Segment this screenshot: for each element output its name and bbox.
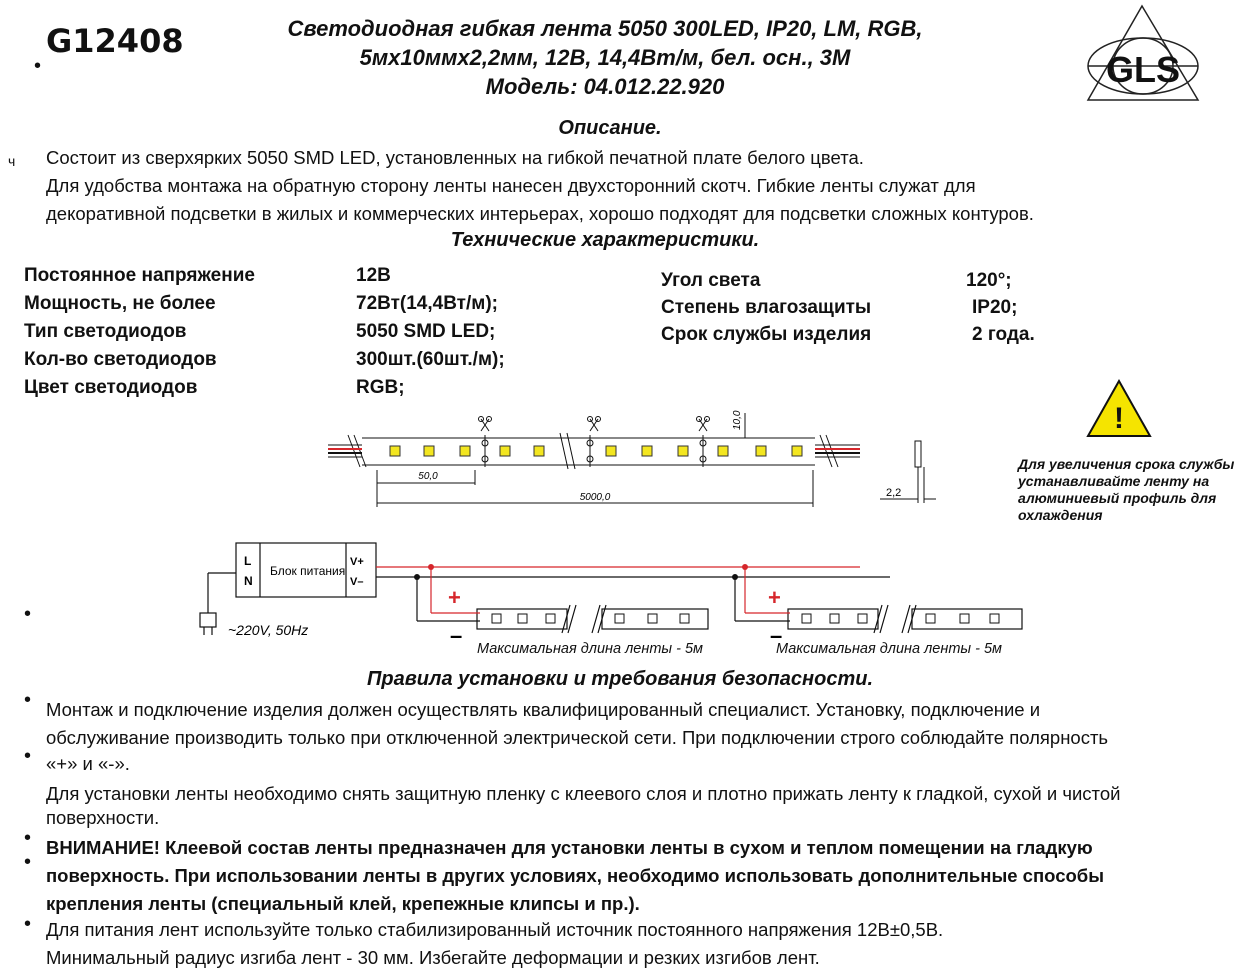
spec-label-lifetime: Срок службы изделия	[661, 324, 872, 345]
spec-value-led-count: 300шт.(60шт./м);	[356, 349, 505, 370]
gls-logo	[1080, 0, 1210, 112]
product-code: G12408	[46, 22, 184, 60]
spec-label-led-type: Тип светодиодов	[24, 321, 187, 342]
description-line-2: Для удобства монтажа на обратную сторону ленты нанесен двухсторонний скотч. Гибкие ленты служат для	[46, 175, 976, 196]
warning-icon	[1085, 378, 1153, 440]
rule-1-line-3: «+» и «-».	[46, 753, 130, 774]
bullet: •	[24, 603, 32, 625]
logo-text: GLS	[1106, 49, 1181, 90]
svg-text:!: !	[1114, 402, 1124, 435]
spec-value-lifetime: 2 года.	[972, 324, 1035, 345]
dim-total: 5000,0	[579, 492, 611, 503]
spec-label-voltage: Постоянное напряжение	[24, 265, 255, 286]
bullet: •	[24, 913, 32, 935]
spec-value-angle: 120°;	[966, 270, 1012, 291]
description-line-3: декоративной подсветки в жилых и коммерческих интерьерах, хорошо подходят для подсветки сложных контуров.	[46, 203, 1034, 224]
bullet: ч	[8, 153, 16, 169]
dim-segment: 50,0	[418, 471, 438, 482]
rule-4-line-2: Минимальный радиус изгиба лент - 30 мм. Избегайте деформации и резких изгибов лент.	[46, 947, 820, 968]
rule-1-line-2: обслуживание производить только при отключенной электрической сети. При подключении строго соблюдайте полярность	[46, 727, 1109, 748]
title-line-2: 5мх10ммх2,2мм, 12В, 14,4Вт/м, бел. осн., 3М	[359, 45, 851, 70]
rule-1-line-1: Монтаж и подключение изделия должен осуществлять квалифицированный специалист. Установку, подключение и	[46, 699, 1041, 720]
spec-value-power: 72Вт(14,4Вт/м);	[356, 293, 498, 314]
profile-note-line-1: Для увеличения срока службы	[1018, 456, 1235, 472]
profile-note-line-2: устанавливайте ленту на	[1018, 473, 1210, 489]
max-length-label-1: Максимальная длина ленты - 5м	[477, 641, 703, 657]
spec-value-voltage: 12В	[356, 265, 391, 286]
profile-note-line-4: охлаждения	[1018, 507, 1103, 523]
max-length-label-2: Максимальная длина ленты - 5м	[776, 641, 1002, 657]
minus-marker-2: –	[770, 623, 783, 648]
rules-heading: Правила установки и требования безопасности.	[367, 668, 873, 690]
spec-value-ip: IP20;	[972, 297, 1018, 318]
rule-2-line-1: Для установки ленты необходимо снять защитную пленку с клеевого слоя и плотно прижать ленту к гладкой, сухой и чистой	[46, 783, 1121, 804]
bullet: •	[24, 827, 32, 849]
title-line-3: Модель: 04.012.22.920	[485, 74, 725, 99]
spec-label-led-count: Кол-во светодиодов	[24, 349, 217, 370]
psu-label: Блок питания	[270, 564, 346, 578]
rule-3-line-1: ВНИМАНИЕ! Клеевой состав ленты предназначен для установки ленты в сухом и теплом помещении на гладкую	[46, 837, 1093, 858]
spec-label-ip: Степень влагозащиты	[661, 297, 872, 318]
bullet: •	[24, 851, 32, 873]
title-line-1: Светодиодная гибкая лента 5050 300LED, IP20, LM, RGB,	[287, 16, 923, 41]
psu-vminus: V–	[350, 576, 364, 588]
dim-thickness: 2,2	[886, 487, 902, 499]
specs-heading: Технические характеристики.	[450, 229, 760, 251]
profile-note-line-3: алюминиевый профиль для	[1018, 490, 1217, 506]
dim-width: 10,0	[732, 410, 743, 430]
spec-label-led-color: Цвет светодиодов	[24, 377, 198, 398]
spec-value-led-color: RGB;	[356, 377, 405, 398]
bullet: •	[24, 689, 32, 711]
minus-marker-1: –	[450, 623, 463, 648]
plus-marker-2: +	[768, 585, 781, 610]
psu-l-label: L	[244, 554, 252, 568]
spec-label-power: Мощность, не более	[24, 293, 216, 314]
spec-label-angle: Угол света	[661, 270, 761, 291]
bullet: •	[24, 745, 32, 767]
led-strip-drawing	[320, 405, 940, 515]
description-line-1: Состоит из сверхярких 5050 SMD LED, установленных на гибкой печатной плате белого цвета.	[46, 147, 864, 168]
rule-4-line-1: Для питания лент используйте только стабилизированный источник постоянного напряжения 12В±0,5В.	[46, 919, 944, 940]
rule-2-line-2: поверхности.	[46, 807, 160, 828]
bullet: •	[34, 55, 42, 77]
plus-marker-1: +	[448, 585, 461, 610]
rule-3-line-2: поверхность. При использовании ленты в других условиях, необходимо использовать дополнительные способы	[46, 865, 1105, 886]
psu-n-label: N	[244, 574, 253, 588]
rule-3-line-3: крепления ленты (специальный клей, крепежные клипсы и пр.).	[46, 893, 640, 914]
mains-label: ~220V, 50Hz	[228, 622, 309, 638]
spec-value-led-type: 5050 SMD LED;	[356, 321, 496, 342]
psu-vplus: V+	[350, 556, 364, 568]
description-heading: Описание.	[558, 117, 662, 139]
